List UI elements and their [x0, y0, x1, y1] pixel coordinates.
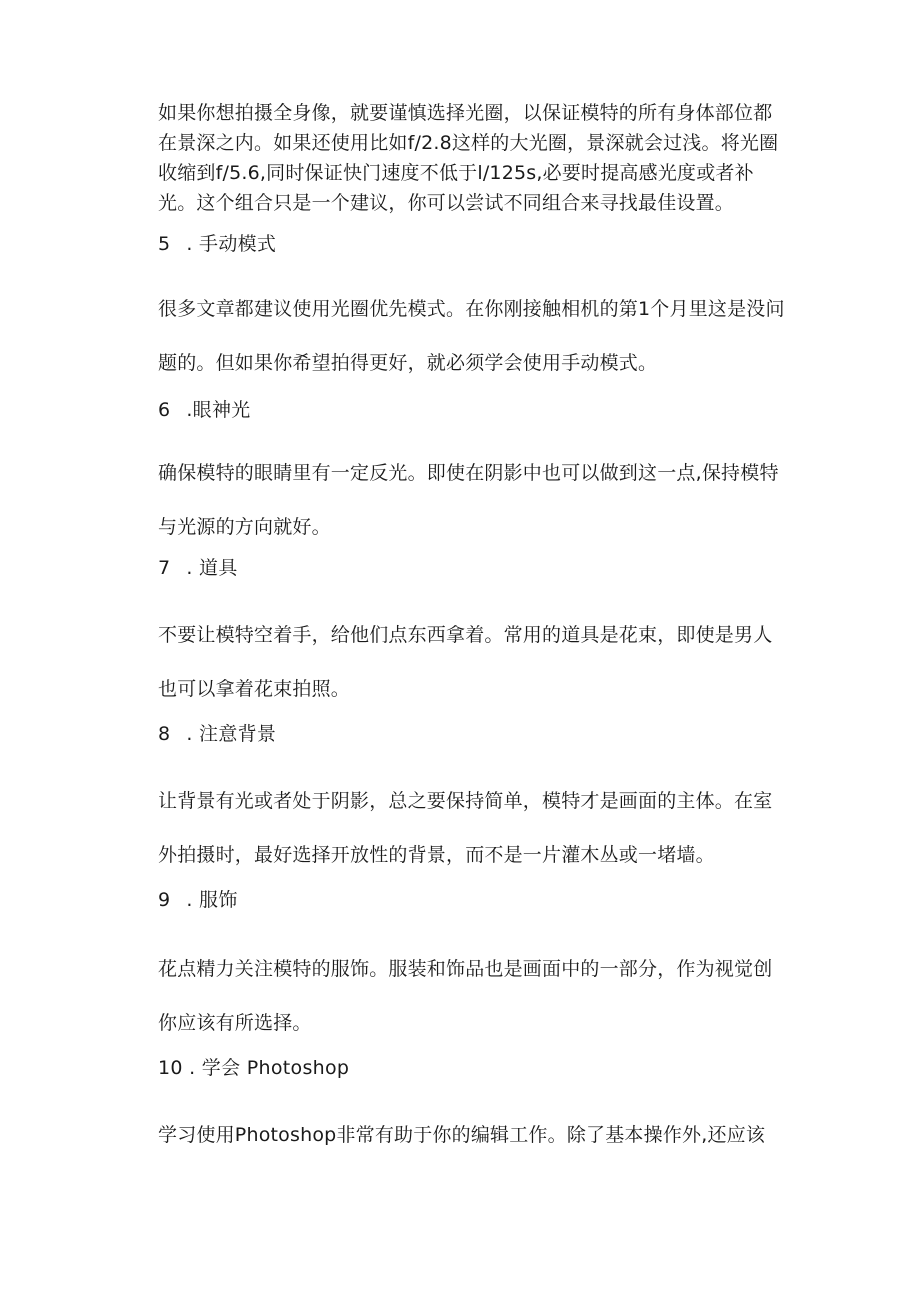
- intro-paragraph: 如果你想拍摄全身像，就要谨慎选择光圈，以保证模特的所有身体部位都在景深之内。如果还使用比如f/2.8这样的大光圈，景深就会过浅。将光圈收缩到f/5.6,同时保证快门速度不低于l/125s,必要时提高感光度或者补光。这个组合只是一个建议，你可以尝试不同组合来寻找最佳设置。: [158, 102, 779, 214]
- section-title: .眼神光: [186, 399, 251, 421]
- section-title: . 学会 Photoshop: [189, 1057, 350, 1079]
- section-number: 7: [158, 557, 171, 579]
- section-number: 5: [158, 233, 171, 255]
- section-body-10: 学习使用Photoshop非常有助于你的编辑工作。除了基本操作外,还应该: [158, 1124, 766, 1146]
- section-heading-7: [158, 554, 238, 582]
- section-title: . 道具: [186, 557, 238, 579]
- section-title: . 服饰: [186, 889, 238, 911]
- section-heading-6: [158, 396, 251, 424]
- section-body-6: 确保模特的眼睛里有一定反光。即使在阴影中也可以做到这一点,保持模特与光源的方向就好。: [158, 462, 779, 538]
- section-body-8: 让背景有光或者处于阴影，总之要保持简单，模特才是画面的主体。在室外拍摄时，最好选择开放性的背景，而不是一片灌木丛或一堵墙。: [158, 790, 773, 866]
- section-number: 8: [158, 723, 171, 745]
- section-number: 10: [158, 1057, 183, 1079]
- section-number: 9: [158, 889, 171, 911]
- section-number: 6: [158, 399, 171, 421]
- section-body-5: 很多文章都建议使用光圈优先模式。在你刚接触相机的第1个月里这是没问题的。但如果你希望拍得更好，就必须学会使用手动模式。: [158, 298, 785, 374]
- section-heading-10: [158, 1054, 349, 1082]
- section-heading-9: [158, 886, 238, 914]
- section-heading-5: [158, 230, 276, 258]
- section-body-7: 不要让模特空着手，给他们点东西拿着。常用的道具是花束，即使是男人也可以拿着花束拍照。: [158, 624, 773, 700]
- section-heading-8: [158, 720, 276, 748]
- section-title: . 注意背景: [186, 723, 277, 745]
- section-title: . 手动模式: [186, 233, 277, 255]
- section-body-9: 花点精力关注模特的服饰。服装和饰品也是画面中的一部分，作为视觉创你应该有所选择。: [158, 958, 773, 1034]
